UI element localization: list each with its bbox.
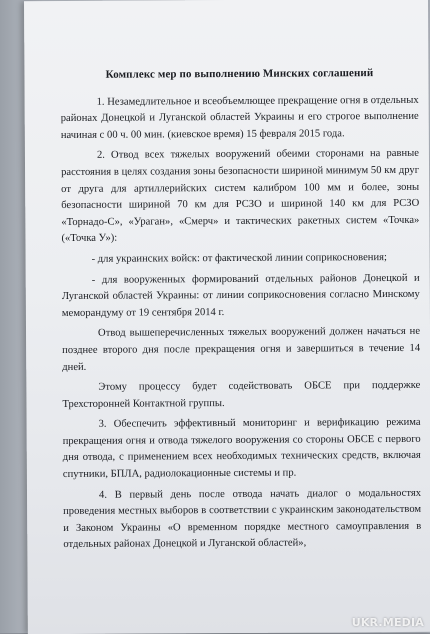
paragraph-4: 4. В первый день после отвода начать диалог о модальностях проведения местных выборов в соответствии с украинским законодательством и Законом Украины «О временном порядке местного самоуправления в отдельных районах Донецкой и Луганской областей», [63,487,422,551]
document-body [60,65,421,558]
paragraph-3: 3. Обеспечить эффективный мониторинг и верификацию режима прекращения огня и отвода тяжелого вооружения со стороны ОБСЕ с первого дня отвода, с применением всех необходимых технических средств, включая спутники, БПЛА, радиолокационные системы и пр. [62,417,421,481]
paragraph-osce-support: Этому процессу будет содействовать ОБСЕ при поддержке Трехсторонней Контактной группы. [62,379,421,410]
paragraph-2-item-ukraine: - для украинских войск: от фактической линии соприкосновения; [91,251,387,265]
watermark-logo: UKR.MEDIA [351,616,424,629]
paragraph-withdrawal-timing: Отвод вышеперечисленных тяжелых вооружений должен начаться не позднее второго дня после прекращения огня и завершиться в течение 14 дней. [62,326,421,373]
paragraph-2-item-donetsk-luhansk: - для вооруженных формирований отдельных районов Донецкой и Луганской областей Украины: от линии соприкосновения согласно Минскому меморандуму от 19 сентября 2014 г. [61,272,420,319]
document-page [24,0,430,634]
document-title: Комплекс мер по выполнению Минских соглашений [105,67,374,81]
paragraph-1: 1. Незамедлительное и всеобъемлющее прекращение огня в отдельных районах Донецкой и Луганской областей Украины и его строгое выполнение начиная с 00 ч. 00 мин. (киевское время) 15 февраля 2015 года. [60,94,419,141]
paragraph-2: 2. Отвод всех тяжелых вооружений обеими сторонами на равные расстояния в целях создания зоны безопасности шириной минимум 50 км друг от друга для артиллерийских систем калибром 100 мм и более, зоны безопасности шириной 70 км для РСЗО и шириной 140 км для РСЗО «Торнадо-С», «Ураган», «Смерч» и тактических ракетных систем «Точка» («Точка У»): [61,148,420,245]
